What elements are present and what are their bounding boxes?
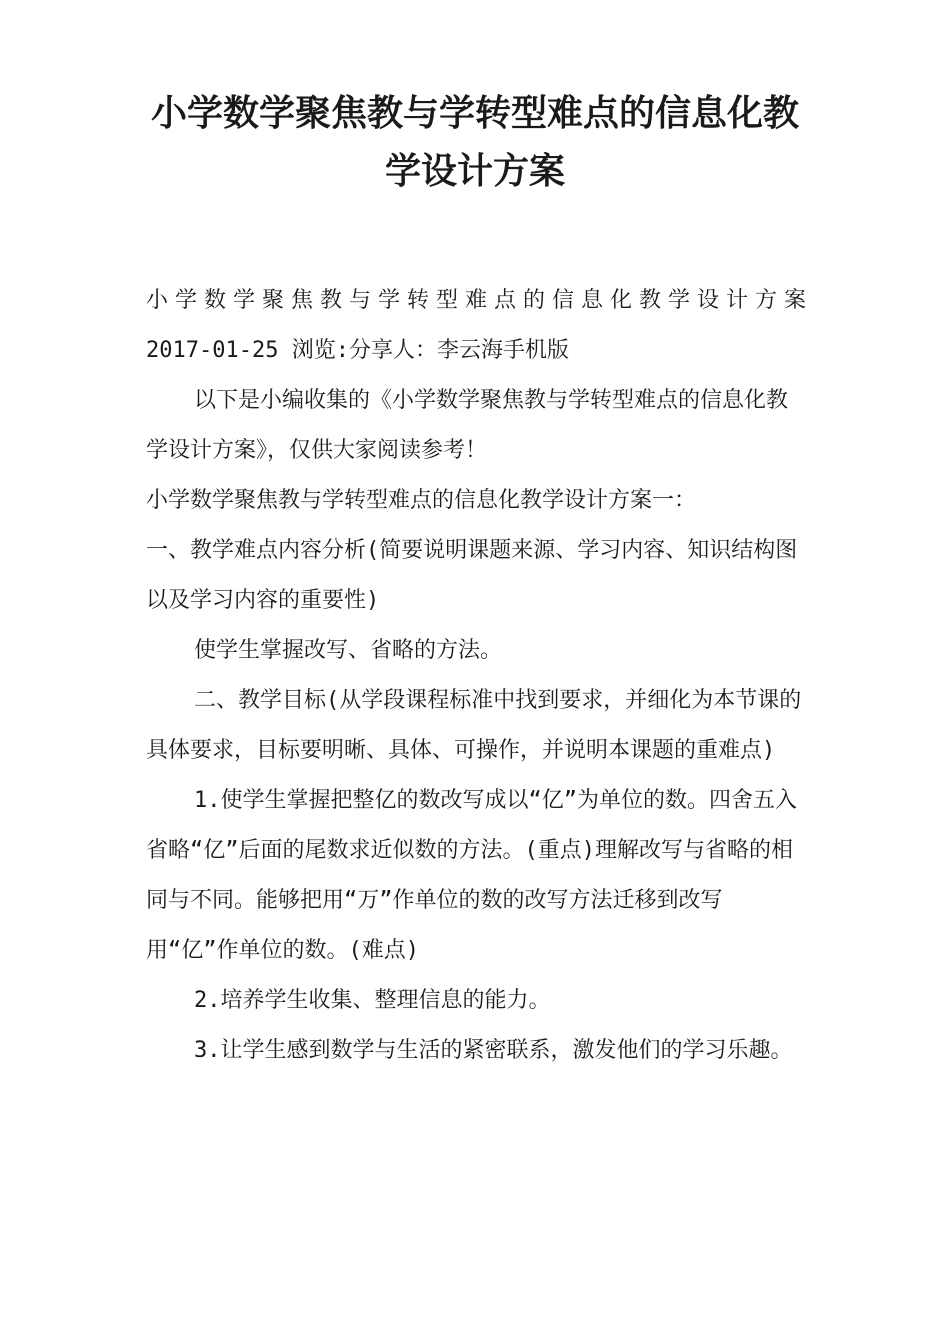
paragraph-goal-2: 2.培养学生收集、整理信息的能力。 xyxy=(194,988,551,1013)
paragraph-preface: 以下是小编收集的《小学数学聚焦教与学转型难点的信息化教学设计方案》，仅供大家阅读参考！ xyxy=(146,388,789,463)
document-body xyxy=(146,276,806,1076)
paragraph-difficulty-analysis: 一、教学难点内容分析(简要说明课题来源、学习内容、知识结构图以及学习内容的重要性) xyxy=(146,538,798,613)
paragraph-goals: 二、教学目标(从学段课程标准中找到要求，并细化为本节课的具体要求，目标要明晰、具体、可操作，并说明本课题的重难点) xyxy=(146,688,802,763)
paragraph-goal-1: 1.使学生掌握把整亿的数改写成以“亿”为单位的数。四舍五入省略“亿”后面的尾数求近似数的方法。(重点)理解改写与省略的相同与不同。能够把用“万”作单位的数的改写方法迁移到改写用“亿”作单位的数。(难点) xyxy=(146,788,797,963)
title-line-1: 小学数学聚焦教与学转型难点的信息化教 xyxy=(150,92,799,134)
paragraph-goal-3: 3.让学生感到数学与生活的紧密联系，激发他们的学习乐趣。 xyxy=(194,1038,793,1063)
title-line-2: 学设计方案 xyxy=(384,150,565,192)
paragraph-intro-title: 小学数学聚焦教与学转型难点的信息化教学设计方案 xyxy=(146,288,806,313)
paragraph-method: 使学生掌握改写、省略的方法。 xyxy=(194,638,503,663)
document-title xyxy=(120,84,830,200)
paragraph-meta: 2017-01-25 浏览:分享人：李云海手机版 xyxy=(146,338,569,363)
paragraph-section-heading: 小学数学聚焦教与学转型难点的信息化教学设计方案一： xyxy=(146,488,697,513)
